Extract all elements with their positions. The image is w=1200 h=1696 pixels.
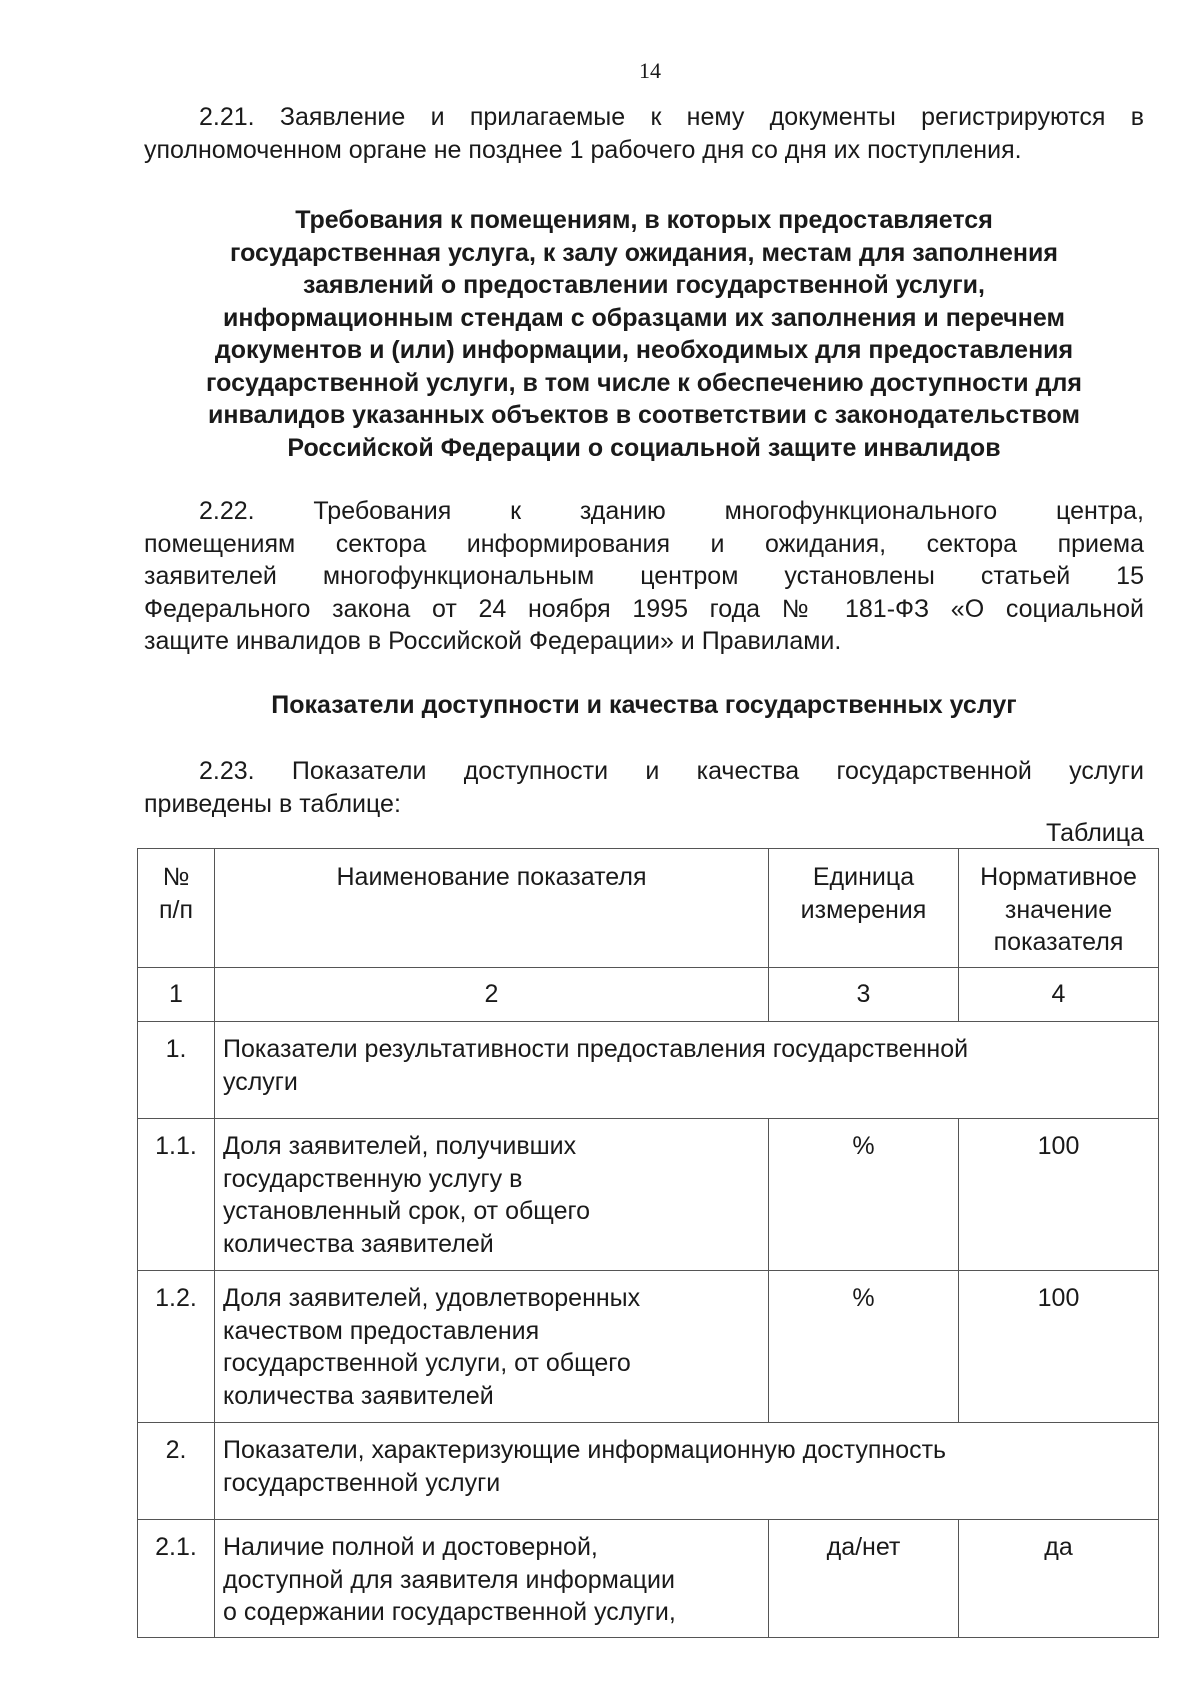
heading-line: Требования к помещениям, в которых предоставляется (295, 206, 993, 234)
row-number: 1. (138, 1022, 215, 1119)
column-number: 2 (215, 968, 769, 1022)
cell-line: доступной для заявителя информации (223, 1565, 675, 1594)
cell-line: Наличие полной и достоверной, (223, 1533, 598, 1561)
heading-line: документов и (или) информации, необходимых для предоставления (214, 336, 1074, 364)
column-number-row (138, 968, 1159, 1022)
row-indicator-name (215, 1271, 769, 1423)
paragraph-line: уполномоченном органе не позднее 1 рабочего дня со дня их поступления. (144, 135, 1022, 164)
table-row (138, 1119, 1159, 1271)
paragraph-line: 2.22. Требования к зданию многофункционального центра, (199, 497, 1144, 525)
row-unit: % (769, 1119, 959, 1271)
heading-line: государственной услуги, в том числе к обеспечению доступности для (206, 368, 1082, 397)
row-section-title (215, 1423, 1159, 1520)
row-value: 100 (959, 1119, 1159, 1271)
header-name (215, 849, 769, 968)
row-unit: да/нет (769, 1520, 959, 1638)
row-indicator-name (215, 1119, 769, 1271)
paragraph-line: заявителей многофункциональным центром установлены статьей 15 (144, 562, 1144, 590)
row-indicator-name (215, 1520, 769, 1638)
paragraph-line: 2.23. Показатели доступности и качества государственной услуги (199, 757, 1144, 785)
cell-line: Доля заявителей, удовлетворенных (223, 1284, 641, 1312)
cell-line: государственную услугу в (223, 1164, 523, 1193)
section-heading-premises (144, 204, 1144, 464)
section-heading-indicators (144, 689, 1144, 722)
heading-line: государственная услуга, к залу ожидания, местам для заполнения (230, 238, 1058, 267)
header-text: Наименование показателя (336, 863, 647, 891)
row-number: 1.2. (138, 1271, 215, 1423)
header-text: п/п (158, 895, 194, 924)
row-number: 2.1. (138, 1520, 215, 1638)
paragraph-line: помещениям сектора информирования и ожидания, сектора приема (144, 529, 1144, 558)
heading-line: Показатели доступности и качества государственных услуг (271, 691, 1017, 719)
cell-line: государственной услуги (223, 1468, 501, 1497)
row-unit: % (769, 1271, 959, 1423)
table-caption: Таблица (1045, 819, 1144, 847)
header-text: Нормативное (980, 863, 1137, 891)
header-text: Единица (812, 863, 915, 891)
cell-line: Доля заявителей, получивших (223, 1132, 577, 1160)
row-value: да (959, 1520, 1159, 1638)
heading-line: информационным стендам с образцами их заполнения и перечнем (223, 303, 1065, 332)
header-text: № (162, 863, 190, 891)
page-number: 14 (639, 58, 661, 83)
paragraph-2-23 (144, 755, 1144, 820)
table-row (138, 1423, 1159, 1520)
cell-line: Показатели, характеризующие информационную доступность (223, 1436, 947, 1464)
table-row (138, 1271, 1159, 1423)
table-row (138, 1022, 1159, 1119)
header-text: показателя (993, 928, 1124, 956)
row-value: 100 (959, 1271, 1159, 1423)
cell-line: о содержании государственной услуги, (223, 1598, 676, 1626)
header-num (138, 849, 215, 968)
header-text: измерения (800, 895, 927, 924)
row-number: 2. (138, 1423, 215, 1520)
column-number: 1 (138, 968, 215, 1022)
header-text: значение (1004, 895, 1113, 924)
heading-line: заявлений о предоставлении государственной услуги, (303, 271, 985, 299)
cell-line: государственной услуги, от общего (223, 1349, 631, 1377)
column-number: 3 (769, 968, 959, 1022)
paragraph-line: 2.21. Заявление и прилагаемые к нему документы регистрируются в (199, 103, 1144, 131)
cell-line: услуги (223, 1067, 298, 1096)
paragraph-line: Федерального закона от 24 ноября 1995 года № 181-ФЗ «О социальной (144, 594, 1144, 623)
header-unit (769, 849, 959, 968)
paragraph-2-22 (144, 495, 1144, 658)
paragraph-line: защите инвалидов в Российской Федерации» и Правилами. (144, 627, 842, 655)
paragraph-line: приведены в таблице: (144, 789, 401, 818)
paragraph-2-21 (144, 101, 1144, 166)
cell-line: количества заявителей (223, 1229, 494, 1258)
table-row (138, 1520, 1159, 1638)
table-header-row (138, 849, 1159, 968)
indicators-table (137, 848, 1159, 1638)
cell-line: Показатели результативности предоставления государственной (223, 1035, 969, 1063)
heading-line: Российской Федерации о социальной защите инвалидов (287, 433, 1001, 462)
header-norm (959, 849, 1159, 968)
cell-line: установленный срок, от общего (223, 1197, 590, 1225)
row-section-title (215, 1022, 1159, 1119)
heading-line: инвалидов указанных объектов в соответствии с законодательством (208, 401, 1080, 429)
cell-line: количества заявителей (223, 1381, 494, 1410)
column-number: 4 (959, 968, 1159, 1022)
cell-line: качеством предоставления (223, 1316, 540, 1345)
row-number: 1.1. (138, 1119, 215, 1271)
